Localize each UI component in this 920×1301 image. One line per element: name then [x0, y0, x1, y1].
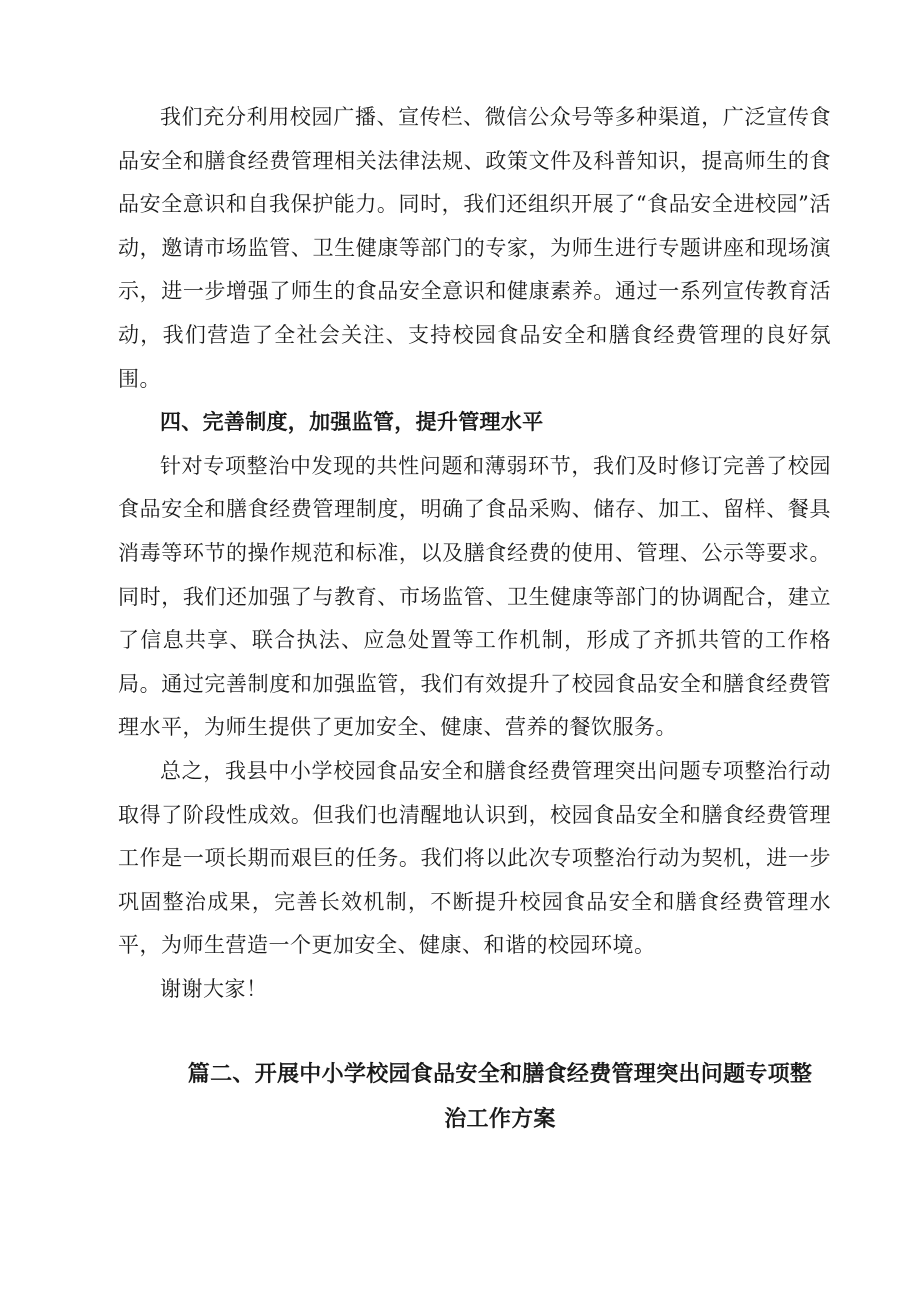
paragraph-regulation: 针对专项整治中发现的共性问题和薄弱环节，我们及时修订完善了校园食品安全和膳食经费管理制度，明确了食品采购、储存、加工、留样、餐具消毒等环节的操作规范和标准，以及膳食经费的使用、管理、公示等要求。同时，我们还加强了与教育、市场监管、卫生健康等部门的协调配合，建立了信息共享、联合执法、应急处置等工作机制，形成了齐抓共管的工作格局。通过完善制度和加强监管，我们有效提升了校园食品安全和膳食经费管理水平，为师生提供了更加安全、健康、营养的餐饮服务。 — [118, 453, 831, 740]
section-title-line-1: 篇二、开展中小学校园食品安全和膳食经费管理突出问题专项整 — [187, 1062, 813, 1087]
paragraph-summary: 总之，我县中小学校园食品安全和膳食经费管理突出问题专项整治行动取得了阶段性成效。但我们也清醒地认识到，校园食品安全和膳食经费管理工作是一项长期而艰巨的任务。我们将以此次专项整治行动为契机，进一步巩固整治成果，完善长效机制，不断提升校园食品安全和膳食经费管理水平，为师生营造一个更加安全、健康、和谐的校园环境。 — [118, 758, 831, 958]
closing-thanks: 谢谢大家！ — [160, 976, 268, 1001]
section-title-line-2: 治工作方案 — [444, 1107, 556, 1132]
section-title-part-two — [150, 1052, 850, 1142]
heading-section-four: 四、完善制度，加强监管，提升管理水平 — [160, 410, 544, 435]
document-body — [118, 96, 831, 1011]
paragraph-publicity: 我们充分利用校园广播、宣传栏、微信公众号等多种渠道，广泛宣传食品安全和膳食经费管理相关法律法规、政策文件及科普知识，提高师生的食品安全意识和自我保护能力。同时，我们还组织开展了“食品安全进校园”活动，邀请市场监管、卫生健康等部门的专家，为师生进行专题讲座和现场演示，进一步增强了师生的食品安全意识和健康素养。通过一系列宣传教育活动，我们营造了全社会关注、支持校园食品安全和膳食经费管理的良好氛围。 — [118, 105, 831, 391]
